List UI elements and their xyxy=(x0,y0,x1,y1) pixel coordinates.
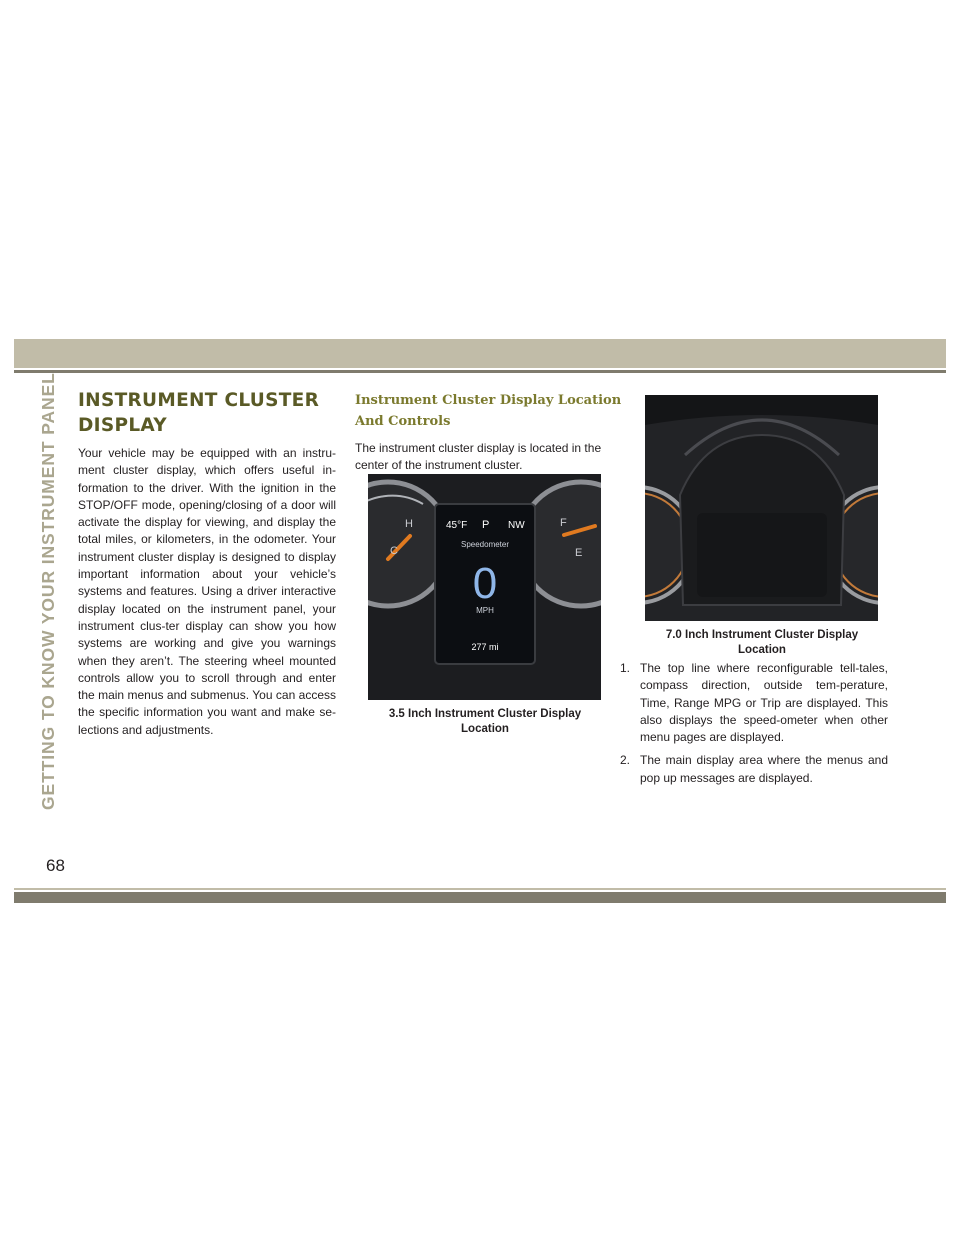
figure1-caption-line2: Location xyxy=(461,722,509,735)
gauge-label-e: E xyxy=(575,547,583,559)
figure2-caption-line2: Location xyxy=(738,643,786,656)
list-item-text: The top line where reconfigurable tell-tales, compass direction, outside tem-perature, Time, Range MPG or Trip are displayed. This also displays the speed-ometer when other menu pages are displayed. xyxy=(640,661,888,745)
figure2-caption-line1: 7.0 Inch Instrument Cluster Display xyxy=(665,629,859,641)
section-title: INSTRUMENT CLUSTER DISPLAY xyxy=(78,390,320,436)
screen-gear: P xyxy=(482,519,490,531)
intro-paragraph: Your vehicle may be equipped with an instru-ment cluster display, which offers useful in-formation to the driver. With the ignition in the STOP/OFF mode, opening/closing of a door will activate the display for viewing, and display the total miles, or kilometers, in the odometer. Your instrument cluster display is designed to display important information about your vehicle’s systems and features. Using a driver interactive display located on the instrument panel, your instrument clus-ter display can show you how systems are working and give you warnings when they aren’t. The steering wheel mounted controls allow you to scroll through and enter the main menus and submenus. You can access the specific information you want and make se-lections and adjustments. xyxy=(78,446,336,737)
screen-speed: 0 xyxy=(472,559,498,608)
screen-temp: 45°F xyxy=(446,520,468,531)
screen-menu: Speedometer xyxy=(460,540,510,549)
list-item-number: 1. xyxy=(620,661,631,675)
cluster-7-0-photo xyxy=(645,395,878,621)
list-item xyxy=(620,660,888,746)
cluster-3-5-photo xyxy=(368,474,601,700)
subsection-title: Instrument Cluster Display Location And Controls xyxy=(355,393,622,429)
screen-range: 277 mi xyxy=(471,642,499,652)
screen-unit: MPH xyxy=(476,606,494,615)
numbered-list xyxy=(620,660,888,793)
gauge-label-f: F xyxy=(560,517,567,529)
gauge-label-c: C xyxy=(390,545,398,557)
figure1-caption-line1: 3.5 Inch Instrument Cluster Display xyxy=(388,708,582,720)
screen-heading: NW xyxy=(508,520,525,531)
list-item xyxy=(620,752,888,787)
page-number: 68 xyxy=(46,856,65,875)
footer-rule xyxy=(14,888,946,890)
gauge-label-h: H xyxy=(405,518,413,530)
header-rule xyxy=(14,370,946,373)
chapter-side-tab: GETTING TO KNOW YOUR INSTRUMENT PANEL xyxy=(38,372,58,810)
header-band xyxy=(14,339,946,368)
list-item-number: 2. xyxy=(620,753,631,768)
list-item-text: The main display area where the menus and pop up messages are displayed. xyxy=(640,753,888,785)
figure2-caption xyxy=(632,628,892,657)
figure1-caption xyxy=(360,707,610,736)
footer-band xyxy=(14,892,946,903)
lead-paragraph: The instrument cluster display is located in the center of the instrument cluster. xyxy=(355,441,602,473)
